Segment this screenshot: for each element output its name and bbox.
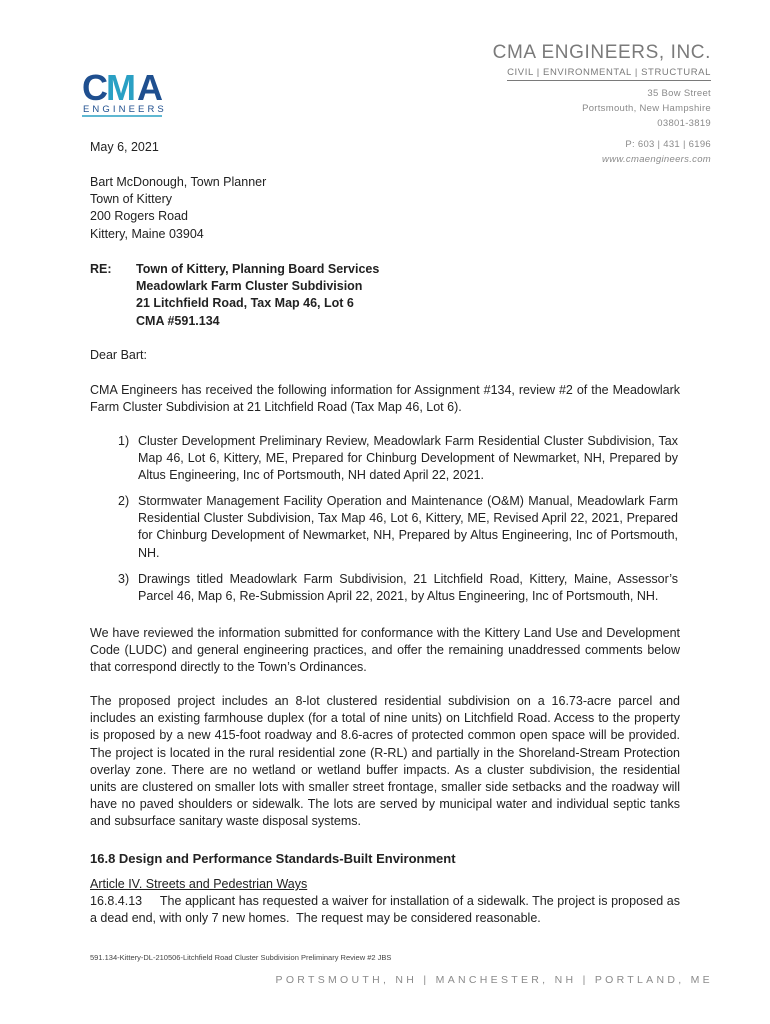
recipient-line: Bart McDonough, Town Planner xyxy=(90,175,267,189)
svg-text:ENGINEERS: ENGINEERS xyxy=(83,104,164,115)
list-item xyxy=(118,493,678,562)
list-text: Cluster Development Preliminary Review, Meadowlark Farm Residential Cluster Subdivision, Tax Map 46, Lot 6, Kittery, ME, Prepared for Chinburg Development of Newmarket, NH, Prepared by Altus Engineering, Inc of Portsmouth, NH dated April 22, 2021. xyxy=(138,434,678,483)
address-line: Portsmouth, New Hampshire xyxy=(582,103,711,114)
footer-reference: 591.134-Kittery-DL-210506-Litchfield Road Cluster Subdivision Preliminary Review #2 JBS xyxy=(90,953,392,962)
recipient-line: 200 Rogers Road xyxy=(90,209,188,224)
intro-paragraph: CMA Engineers has received the following information for Assignment #134, review #2 of the Meadowlark Farm Cluster Subdivision at 21 Litchfield Road (Tax Map 46, Lot 6). xyxy=(90,383,680,415)
salutation: Dear Bart: xyxy=(90,348,147,362)
list-number: 3) xyxy=(118,572,130,586)
article-heading: Article IV. Streets and Pedestrian Ways xyxy=(90,877,308,891)
footer-cities: PORTSMOUTH, NH | MANCHESTER, NH | PORTLAND, ME xyxy=(275,974,713,986)
letter-date: May 6, 2021 xyxy=(90,140,159,154)
company-tagline: CIVIL | ENVIRONMENTAL | STRUCTURAL xyxy=(507,67,711,81)
project-paragraph: The proposed project includes an 8-lot clustered residential subdivision on a 16.73-acre parcel and includes an existing farmhouse duplex (for a total of nine units) on Litchfield Road. Access to the property is proposed by a new 415-foot roadway and 8.6-acres of protected common open space will be provided. The project is located in the rural residential zone (R-RL) and partially in the Shoreland-Stream Protection overlay zone. There are no wetland or wetland buffer impacts. As a cluster subdivision, the residential units are clustered on smaller lots with smaller street frontage, smaller side setbacks and the roadway will have no paved shoulders or sidewalk. The lots are served by municipal water and individual septic tanks and subsurface sanitary waste disposal systems. xyxy=(90,694,680,829)
company-phone: P: 603 | 431 | 6196 xyxy=(625,139,711,150)
re-line: Meadowlark Farm Cluster Subdivision xyxy=(136,279,363,294)
re-label: RE: xyxy=(90,262,112,276)
section-heading: 16.8 Design and Performance Standards-Built Environment xyxy=(90,851,456,866)
recipient-block xyxy=(90,174,266,243)
address-line: 03801-3819 xyxy=(657,118,711,129)
list-item xyxy=(118,433,678,485)
company-website[interactable]: www.cmaengineers.com xyxy=(602,154,711,165)
list-number: 1) xyxy=(118,434,130,448)
cma-logo-mark xyxy=(82,70,164,118)
re-block xyxy=(136,261,379,330)
re-line: Town of Kittery, Planning Board Services xyxy=(136,262,380,276)
re-line: CMA #591.134 xyxy=(136,313,220,328)
recipient-line: Town of Kittery xyxy=(90,192,172,207)
list-text: Drawings titled Meadowlark Farm Subdivision, 21 Litchfield Road, Kittery, Maine, Assessor’s Parcel 46, Map 6, Re-Submission April 22, 2021, by Altus Engineering, Inc of Portsmouth, NH. xyxy=(138,572,678,604)
company-name: CMA ENGINEERS, INC. xyxy=(492,42,711,63)
company-address xyxy=(582,86,711,167)
list-number: 2) xyxy=(118,494,130,508)
review-paragraph: We have reviewed the information submitted for conformance with the Kittery Land Use and Development Code (LUDC) and general engineering practices, and offer the remaining unaddressed comments below that correspond directly to the Town’s Ordinances. xyxy=(90,626,680,675)
section-16-8-4-13-paragraph: 16.8.4.13 The applicant has requested a waiver for installation of a sidewalk. The project is proposed as a dead end, with only 7 new homes. The request may be considered reasonable. xyxy=(90,894,684,926)
svg-text:C: C xyxy=(82,70,107,108)
svg-text:M: M xyxy=(106,70,135,108)
company-logo xyxy=(82,70,164,118)
svg-text:A: A xyxy=(137,70,162,108)
list-text: Stormwater Management Facility Operation and Maintenance (O&M) Manual, Meadowlark Farm Residential Cluster Subdivision, Tax Map 46, Lot 6, Kittery, ME, Revised April 22, 2021, Prepared for Chinburg Development of Newmarket, NH, Prepared by Altus Engineering, Inc of Portsmouth, NH. xyxy=(138,494,678,560)
address-line: 35 Bow Street xyxy=(647,88,711,99)
list-item xyxy=(118,571,678,605)
recipient-line: Kittery, Maine 03904 xyxy=(90,226,204,241)
re-line: 21 Litchfield Road, Tax Map 46, Lot 6 xyxy=(136,296,354,311)
